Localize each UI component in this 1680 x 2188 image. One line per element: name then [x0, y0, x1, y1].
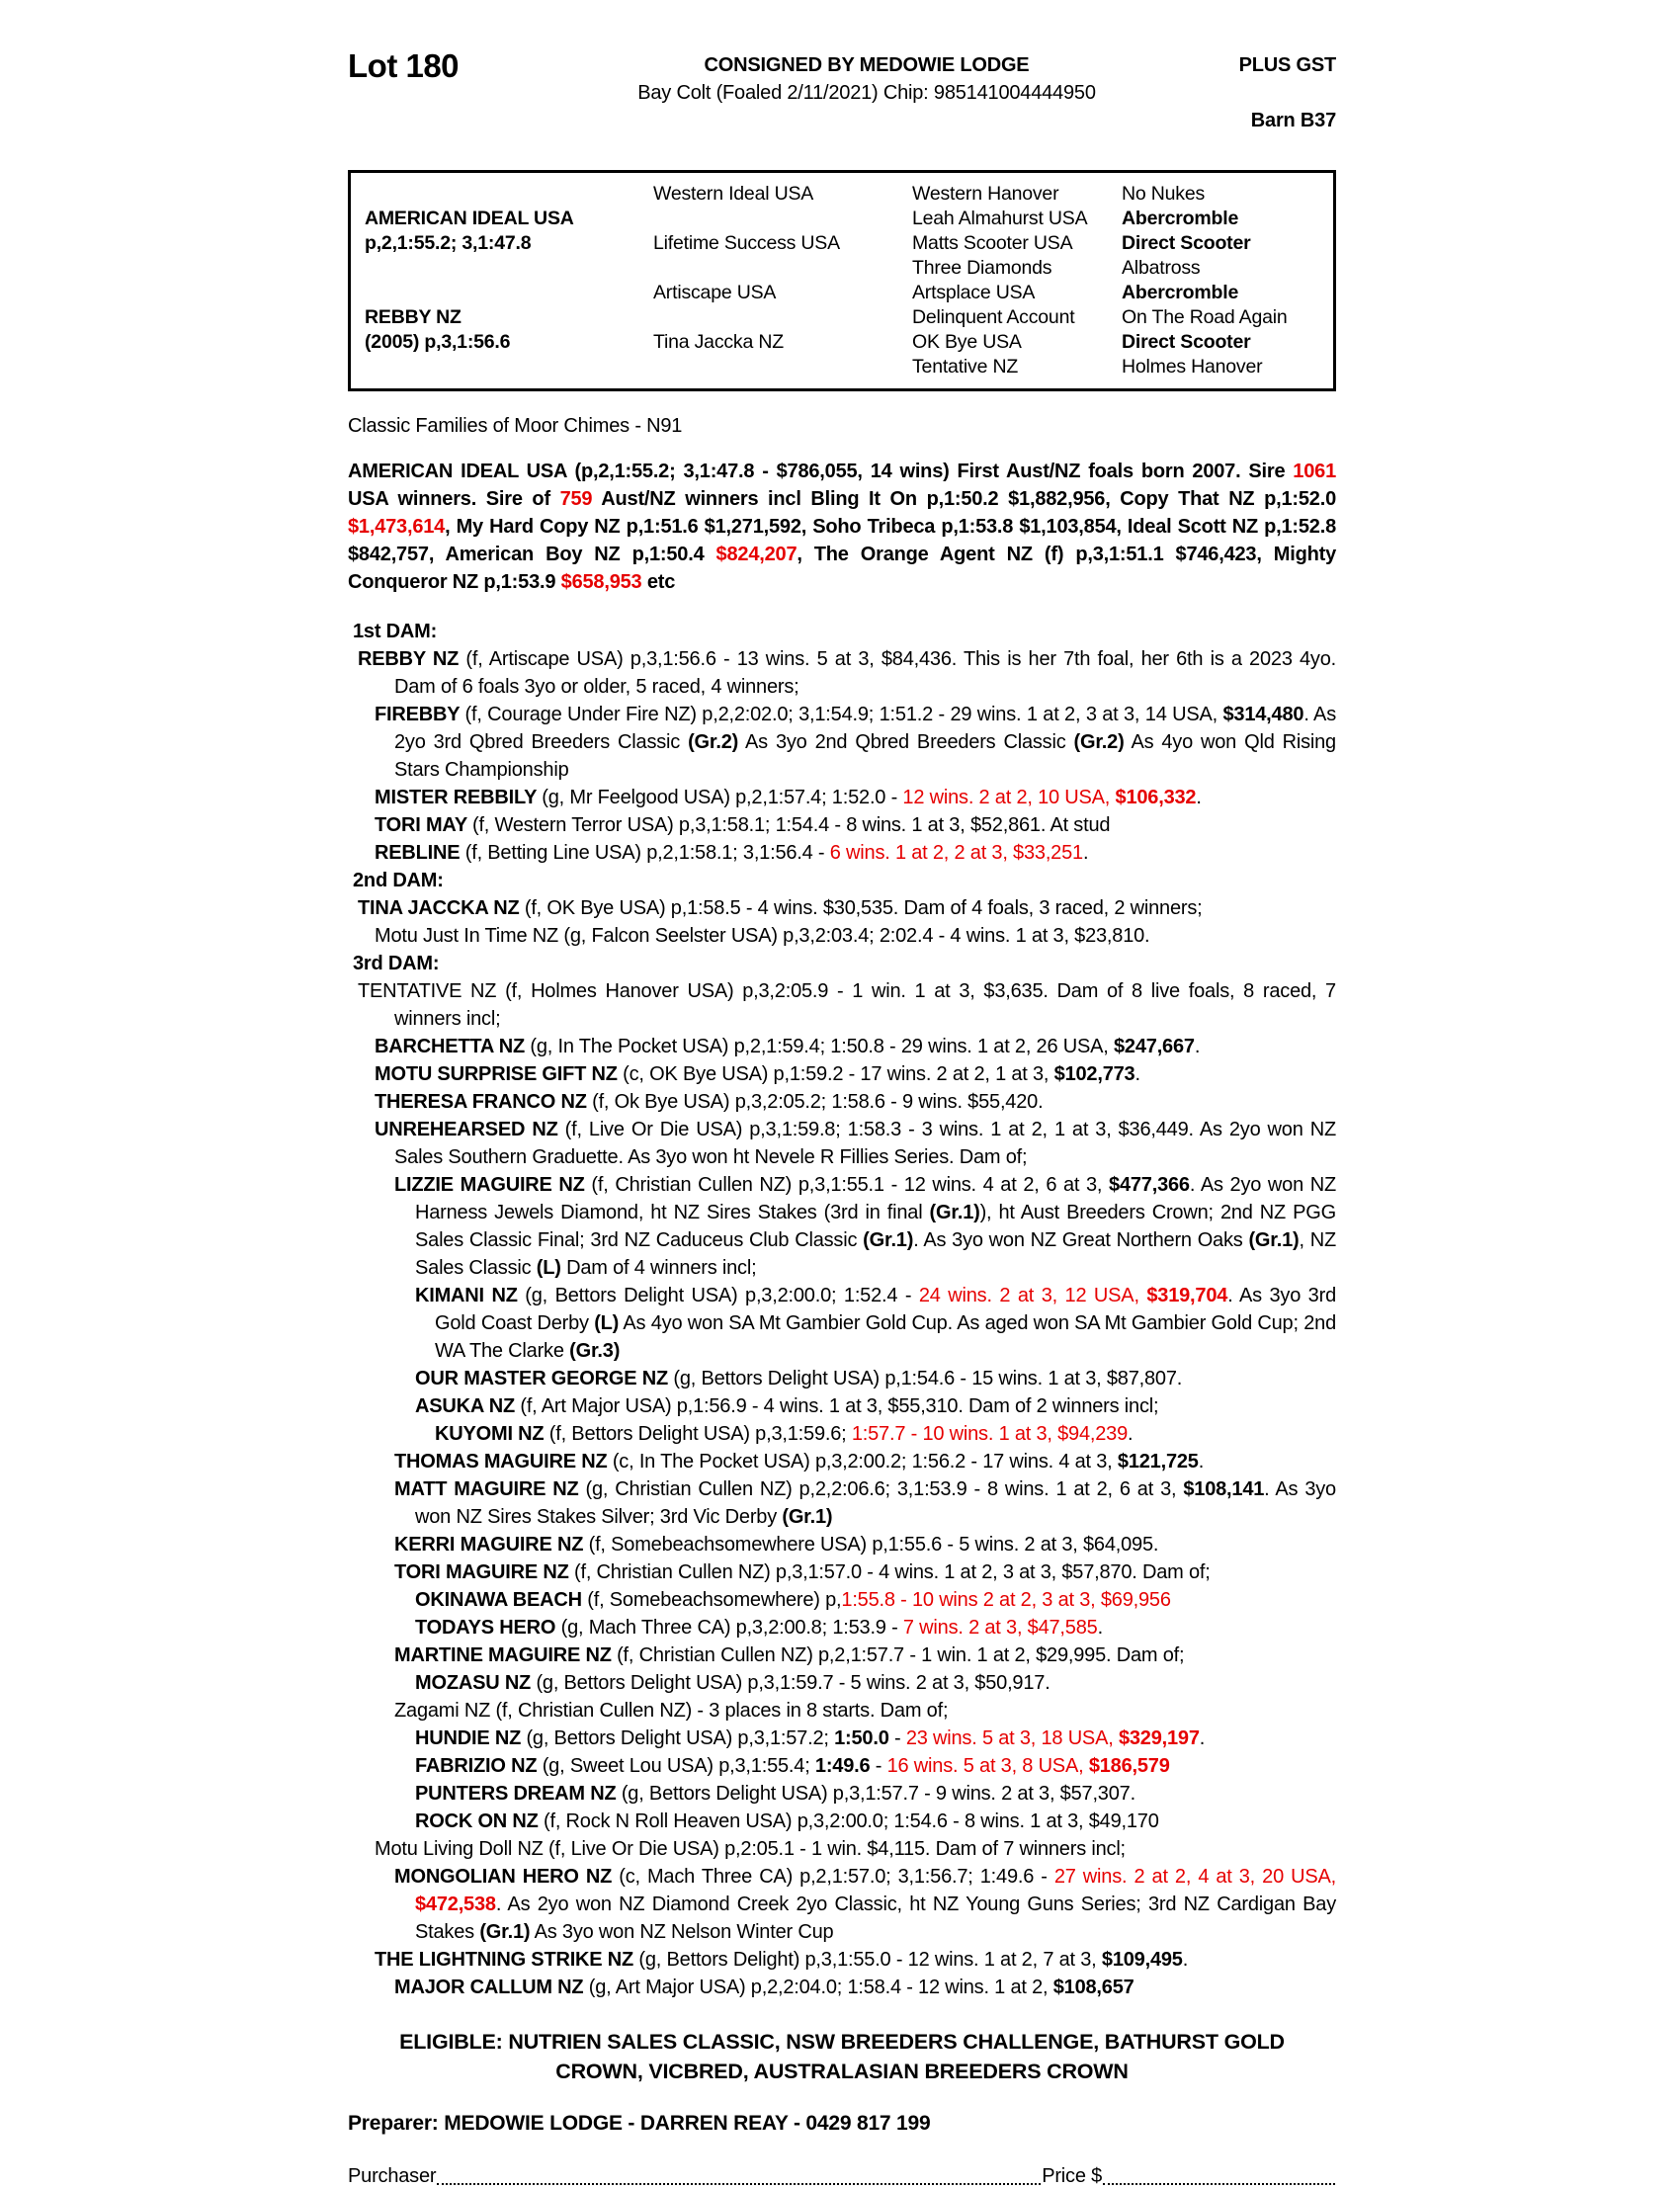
pedigree-cell: No Nukes: [1122, 183, 1206, 205]
entry-lizzie-maguire-nz: [348, 1171, 1336, 1282]
text-segment: (f, Somebeachsomewhere) p,: [587, 1589, 842, 1611]
entry-tentative-nz: [348, 977, 1336, 1033]
entry-martine-maguire-nz: [348, 1641, 1336, 1669]
text-segment: 2nd DAM:: [353, 870, 444, 891]
text-segment: (f, Christian Cullen NZ) p,2,1:57.7 - 1 win. 1 at 2, $29,995. Dam of;: [617, 1644, 1185, 1666]
text-segment: (g, Bettors Delight USA) p,3,2:00.0; 1:52.4 -: [525, 1285, 919, 1306]
text-segment: UNREHEARSED NZ: [375, 1119, 565, 1140]
header-right: [1153, 51, 1336, 134]
text-segment: .: [1196, 787, 1202, 808]
entry-mongolian-hero-nz: [348, 1863, 1336, 1946]
pedigree-row: [365, 305, 1329, 330]
entry-major-callum-nz: [348, 1974, 1336, 2001]
text-segment: 759: [559, 488, 593, 510]
entry-okinawa-beach: [348, 1586, 1336, 1614]
text-segment: MISTER REBBILY: [375, 787, 543, 808]
text-segment: TENTATIVE NZ (f, Holmes Hanover USA) p,3,2:05.9 - 1 win. 1 at 3, $3,635. Dam of 8 live foals, 8 raced, 7 winners incl;: [358, 980, 1336, 1030]
text-segment: ROCK ON NZ: [415, 1810, 545, 1832]
text-segment: As 3yo won NZ Nelson Winter Cup: [530, 1921, 834, 1943]
pedigree-cell: Tentative NZ: [912, 356, 1019, 378]
pedigree-cell: [365, 182, 653, 207]
text-segment: $109,495: [1101, 1949, 1183, 1971]
text-segment: .: [1097, 1617, 1103, 1639]
purchaser-fill-in-line: [437, 2167, 1041, 2185]
pedigree-cell: OK Bye USA: [912, 331, 1022, 353]
entry-unrehearsed-nz: [348, 1116, 1336, 1171]
pedigree-row: [365, 182, 1329, 207]
pedigree-cell: Holmes Hanover: [1122, 356, 1263, 378]
purchaser-label: Purchaser: [348, 2165, 437, 2187]
pedigree-cell: Delinquent Account: [912, 306, 1075, 328]
preparer-line: Preparer: MEDOWIE LODGE - DARREN REAY - 0429 817 199: [348, 2112, 931, 2135]
entry-kuyomi-nz: [348, 1420, 1336, 1448]
entry-hundie-nz: [348, 1725, 1336, 1752]
text-segment: (f, Betting Line USA) p,2,1:58.1; 3,1:56.4 -: [464, 842, 830, 864]
text-segment: 6 wins. 1 at 2, 2 at 3, $33,251: [829, 842, 1083, 864]
horse-description: Bay Colt (Foaled 2/11/2021) Chip: 985141004444950: [637, 82, 1096, 104]
text-segment: THERESA FRANCO NZ: [375, 1091, 593, 1113]
sire-summary-paragraph: [348, 458, 1336, 596]
text-segment: OKINAWA BEACH: [415, 1589, 588, 1611]
text-segment: (L): [536, 1257, 561, 1279]
text-segment: BARCHETTA NZ: [375, 1036, 531, 1057]
text-segment: $247,667: [1114, 1036, 1195, 1057]
entry-tori-may: [348, 811, 1336, 839]
text-segment: . As 3yo 3rd Gold Coast Derby: [435, 1285, 1336, 1334]
text-segment: ASUKA NZ: [415, 1395, 521, 1417]
entry-todays-hero: [348, 1614, 1336, 1641]
text-segment: .: [1134, 1063, 1140, 1085]
entry-asuka-nz: [348, 1392, 1336, 1420]
text-segment: (f, Rock N Roll Heaven USA) p,3,2:00.0; 1:54.6 - 8 wins. 1 at 3, $49,170: [544, 1810, 1159, 1832]
text-segment: (f, Christian Cullen NZ) p,3,1:55.1 - 12 wins. 4 at 2, 6 at 3,: [591, 1174, 1110, 1196]
text-segment: 23 wins. 5 at 3, 18 USA,: [905, 1727, 1119, 1749]
entry-kimani-nz: [348, 1282, 1336, 1365]
text-segment: (g, Mach Three CA) p,3,2:00.8; 1:53.9 -: [560, 1617, 903, 1639]
text-segment: (c, Mach Three CA) p,2,1:57.0; 3,1:56.7; 1:49.6 -: [619, 1866, 1054, 1888]
text-segment: (g, Bettors Delight USA) p,3,1:57.7 - 9 wins. 2 at 3, $57,307.: [621, 1783, 1135, 1805]
text-segment: $102,773: [1053, 1063, 1135, 1085]
text-segment: (g, Sweet Lou USA) p,3,1:55.4;: [542, 1755, 815, 1777]
text-segment: (Gr.1): [929, 1202, 980, 1223]
header-center: [580, 51, 1153, 107]
entry-mozasu-nz: [348, 1669, 1336, 1697]
text-segment: -: [870, 1755, 887, 1777]
text-segment: KUYOMI NZ: [435, 1423, 549, 1445]
entry-rock-on-nz: [348, 1808, 1336, 1835]
text-segment: $108,657: [1052, 1977, 1134, 1998]
text-segment: 1:55.8 - 10 wins 2 at 2, 3 at 3, $69,956: [841, 1589, 1171, 1611]
eligibility-statement: ELIGIBLE: NUTRIEN SALES CLASSIC, NSW BREEDERS CHALLENGE, BATHURST GOLD CROWN, VICBRED, AUSTRALASIAN BREEDERS CROWN: [399, 2030, 1285, 2083]
pedigree-cell: On The Road Again: [1122, 306, 1288, 328]
text-segment: MARTINE MAGUIRE NZ: [394, 1644, 618, 1666]
price-label: Price $: [1042, 2165, 1103, 2187]
text-segment: USA winners. Sire of: [348, 488, 560, 510]
pedigree-cell: [653, 305, 912, 330]
text-segment: (Gr.2): [1073, 731, 1125, 753]
pedigree-cell: Albatross: [1122, 257, 1201, 279]
pedigree-cell: Western Ideal USA: [653, 183, 814, 205]
text-segment: 1st DAM:: [353, 621, 438, 642]
entry-our-master-george-nz: [348, 1365, 1336, 1392]
text-segment: MOZASU NZ: [415, 1672, 537, 1694]
entry-mister-rebbily: [348, 784, 1336, 811]
text-segment: $824,207: [715, 544, 798, 565]
text-segment: $472,538: [415, 1893, 496, 1915]
text-segment: TORI MAGUIRE NZ: [394, 1561, 574, 1583]
text-segment: Motu Just In Time NZ (g, Falcon Seelster USA) p,3,2:03.4; 2:02.4 - 4 wins. 1 at 3, $23,810.: [375, 925, 1150, 947]
entry-fabrizio-nz: [348, 1752, 1336, 1780]
text-segment: $658,953: [560, 571, 642, 593]
text-segment: (g, Mr Feelgood USA) p,2,1:57.4; 1:52.0 -: [542, 787, 903, 808]
pedigree-cell: Abercromble: [1122, 208, 1239, 229]
pedigree-row: [365, 256, 1329, 281]
pedigree-cell: Abercromble: [1122, 282, 1239, 303]
text-segment: AMERICAN IDEAL USA (p,2,1:55.2; 3,1:47.8 - $786,055, 14 wins) First Aust/NZ foals born 2007. Sire: [348, 461, 1294, 482]
text-segment: 1:49.6: [814, 1755, 871, 1777]
text-segment: (f, Somebeachsomewhere USA) p,1:55.6 - 5 wins. 2 at 3, $64,095.: [588, 1534, 1159, 1556]
plus-gst-label: PLUS GST: [1238, 54, 1336, 76]
text-segment: . As 3yo won NZ Sires Stakes Silver; 3rd Vic Derby: [415, 1478, 1336, 1528]
text-segment: (f, OK Bye USA) p,1:58.5 - 4 wins. $30,535. Dam of 4 foals, 3 raced, 2 winners;: [524, 897, 1203, 919]
text-segment: TINA JACCKA NZ: [358, 897, 525, 919]
pedigree-cell: p,2,1:55.2; 3,1:47.8: [365, 232, 532, 254]
text-segment: ), ht Aust Breeders Crown; 2nd NZ PGG Sales Classic Final; 3rd NZ Caduceus Club Classic: [415, 1202, 1336, 1251]
text-segment: (f, Christian Cullen NZ) p,3,1:57.0 - 4 wins. 1 at 2, 3 at 3, $57,870. Dam of;: [574, 1561, 1211, 1583]
text-segment: . As 2yo 3rd Qbred Breeders Classic: [394, 704, 1336, 753]
text-segment: (f, Courage Under Fire NZ) p,2,2:02.0; 3,1:54.9; 1:51.2 - 29 wins. 1 at 2, 3 at 3, 14 USA,: [464, 704, 1223, 725]
text-segment: Motu Living Doll NZ (f, Live Or Die USA) p,2:05.1 - 1 win. $4,115. Dam of 7 winners incl;: [375, 1838, 1126, 1860]
pedigree-cell: Direct Scooter: [1122, 331, 1251, 353]
text-segment: (f, Live Or Die USA) p,3,1:59.8; 1:58.3 - 3 wins. 1 at 2, 1 at 3, $36,449. As 2yo won NZ Sales Southern Graduette. As 3yo won ht Nevele R Fillies Series. Dam of;: [394, 1119, 1336, 1168]
text-segment: FIREBBY: [375, 704, 465, 725]
text-segment: (c, OK Bye USA) p,1:59.2 - 17 wins. 2 at 2, 1 at 3,: [623, 1063, 1054, 1085]
text-segment: .: [1194, 1036, 1201, 1057]
text-segment: $1,473,614: [348, 516, 446, 538]
text-segment: REBBY NZ: [358, 648, 466, 670]
text-segment: Dam of 4 winners incl;: [560, 1257, 757, 1279]
pedigree-cell: Tina Jaccka NZ: [653, 331, 784, 353]
text-segment: As 3yo 2nd Qbred Breeders Classic: [738, 731, 1074, 753]
pedigree-cell: Matts Scooter USA: [912, 232, 1073, 254]
text-segment: As 4yo won Qld Rising Stars Championship: [394, 731, 1336, 781]
text-segment: $106,332: [1115, 787, 1197, 808]
text-segment: MAJOR CALLUM NZ: [394, 1977, 589, 1998]
pedigree-cell: [365, 281, 653, 305]
pedigree-cell: AMERICAN IDEAL USA: [365, 208, 574, 229]
entry-tina-jaccka-nz: [348, 894, 1336, 922]
text-segment: .: [1198, 1451, 1205, 1473]
text-segment: LIZZIE MAGUIRE NZ: [394, 1174, 592, 1196]
pedigree-cell: (2005) p,3,1:56.6: [365, 331, 511, 353]
text-segment: HUNDIE NZ: [415, 1727, 527, 1749]
entry-theresa-franco-nz: [348, 1088, 1336, 1116]
text-segment: Zagami NZ (f, Christian Cullen NZ) - 3 places in 8 starts. Dam of;: [394, 1700, 949, 1722]
text-segment: .: [1082, 842, 1089, 864]
text-segment: (Gr.1): [479, 1921, 531, 1943]
text-segment: 27 wins. 2 at 2, 4 at 3, 20 USA,: [1053, 1866, 1336, 1888]
pedigree-cell: [365, 355, 653, 379]
text-segment: (f, Ok Bye USA) p,3,2:05.2; 1:58.6 - 9 wins. $55,420.: [592, 1091, 1044, 1113]
text-segment: (c, In The Pocket USA) p,3,2:00.2; 1:56.2 - 17 wins. 4 at 3,: [612, 1451, 1118, 1473]
text-segment: 7 wins. 2 at 3, $47,585: [902, 1617, 1098, 1639]
entry-thomas-maguire-nz: [348, 1448, 1336, 1475]
entry-motu-just-in-time: [348, 922, 1336, 950]
text-segment: 1:57.7 - 10 wins. 1 at 3, $94,239: [851, 1423, 1129, 1445]
text-segment: Aust/NZ winners incl Bling It On p,1:50.2 $1,882,956, Copy That NZ p,1:52.0: [592, 488, 1337, 510]
text-segment: .: [1128, 1423, 1134, 1445]
text-segment: KIMANI NZ: [415, 1285, 526, 1306]
text-segment: THOMAS MAGUIRE NZ: [394, 1451, 613, 1473]
text-segment: -: [888, 1727, 906, 1749]
entry-the-lightning-strike-nz: [348, 1946, 1336, 1974]
text-segment: . As 2yo won NZ Diamond Creek 2yo Classic, ht NZ Young Guns Series; 3rd NZ Cardigan Bay Stakes: [415, 1893, 1336, 1943]
pedigree-table: [348, 170, 1336, 391]
entry-matt-maguire-nz: [348, 1475, 1336, 1531]
heading-1st-dam: [348, 618, 1336, 645]
text-segment: PUNTERS DREAM NZ: [415, 1783, 622, 1805]
text-segment: (Gr.3): [569, 1340, 621, 1362]
entry-tori-maguire-nz: [348, 1558, 1336, 1586]
pedigree-cell: Direct Scooter: [1122, 232, 1251, 254]
entry-motu-surprise-gift-nz: [348, 1060, 1336, 1088]
text-segment: .: [1199, 1727, 1206, 1749]
text-segment: (f, Art Major USA) p,1:56.9 - 4 wins. 1 at 3, $55,310. Dam of 2 winners incl;: [520, 1395, 1159, 1417]
page-header: [348, 47, 1336, 134]
text-segment: (g, Christian Cullen NZ) p,2,2:06.6; 3,1:53.9 - 8 wins. 1 at 2, 6 at 3,: [585, 1478, 1184, 1500]
pedigree-cell: Three Diamonds: [912, 257, 1052, 279]
text-segment: 3rd DAM:: [353, 953, 440, 974]
text-segment: , My Hard Copy NZ p,1:51.6 $1,271,592, Soho Tribeca p,1:53.8 $1,103,854, Ideal Scott NZ p,1:52.8 $842,757, American Boy NZ p,1:50.4: [348, 516, 1336, 565]
entry-rebline: [348, 839, 1336, 867]
entry-rebby-nz: [348, 645, 1336, 701]
pedigree-row: [365, 281, 1329, 305]
text-segment: . As 3yo won NZ Great Northern Oaks: [913, 1229, 1249, 1251]
text-segment: (g, Bettors Delight USA) p,1:54.6 - 15 wins. 1 at 3, $87,807.: [673, 1368, 1183, 1389]
entry-barchetta-nz: [348, 1033, 1336, 1060]
heading-2nd-dam: [348, 867, 1336, 894]
text-segment: (Gr.1): [863, 1229, 914, 1251]
pedigree-cell: [653, 256, 912, 281]
text-segment: (Gr.2): [688, 731, 739, 753]
text-segment: TODAYS HERO: [415, 1617, 561, 1639]
text-segment: 24 wins. 2 at 3, 12 USA,: [918, 1285, 1147, 1306]
entry-firebby: [348, 701, 1336, 784]
pedigree-row: [365, 231, 1329, 256]
pedigree-row: [365, 355, 1329, 379]
pedigree-row: [365, 207, 1329, 231]
pedigree-cell: Lifetime Success USA: [653, 232, 840, 254]
entry-motu-living-doll-nz: [348, 1835, 1336, 1863]
text-segment: MONGOLIAN HERO NZ: [394, 1866, 620, 1888]
entry-kerri-maguire-nz: [348, 1531, 1336, 1558]
text-segment: (f, Artiscape USA) p,3,1:56.6 - 13 wins. 5 at 3, $84,436. This is her 7th foal, her 6th is a 2023 4yo. Dam of 6 foals 3yo or older, 5 raced, 4 winners;: [394, 648, 1336, 698]
entry-zagami-nz: [348, 1697, 1336, 1725]
text-segment: (g, Bettors Delight USA) p,3,1:59.7 - 5 wins. 2 at 3, $50,917.: [536, 1672, 1050, 1694]
pedigree-cell: REBBY NZ: [365, 306, 462, 328]
text-segment: 1061: [1293, 461, 1336, 482]
text-segment: (Gr.1): [782, 1506, 833, 1528]
text-segment: MOTU SURPRISE GIFT NZ: [375, 1063, 624, 1085]
pedigree-cell: Western Hanover: [912, 183, 1059, 205]
text-segment: , The Orange Agent NZ (f) p,3,1:51.1 $746,423, Mighty Conqueror NZ p,1:53.9: [348, 544, 1336, 593]
text-segment: . As 2yo won NZ Harness Jewels Diamond, ht NZ Sires Stakes (3rd in final: [415, 1174, 1336, 1223]
text-segment: $121,725: [1117, 1451, 1199, 1473]
price-fill-in-line: [1103, 2167, 1335, 2185]
text-segment: REBLINE: [375, 842, 465, 864]
text-segment: etc: [641, 571, 676, 593]
pedigree-cell: Artsplace USA: [912, 282, 1036, 303]
text-segment: KERRI MAGUIRE NZ: [394, 1534, 589, 1556]
text-segment: 12 wins. 2 at 2, 10 USA,: [902, 787, 1116, 808]
text-segment: (g, In The Pocket USA) p,2,1:59.4; 1:50.8 - 29 wins. 1 at 2, 26 USA,: [530, 1036, 1114, 1057]
text-segment: 16 wins. 5 at 3, 8 USA,: [886, 1755, 1089, 1777]
text-segment: (g, Bettors Delight USA) p,3,1:57.2;: [526, 1727, 835, 1749]
dam-pedigree-entries: [348, 618, 1336, 2001]
text-segment: (f, Western Terror USA) p,3,1:58.1; 1:54.4 - 8 wins. 1 at 3, $52,861. At stud: [471, 814, 1111, 836]
text-segment: (Gr.1): [1248, 1229, 1300, 1251]
text-segment: (g, Bettors Delight) p,3,1:55.0 - 12 wins. 1 at 2, 7 at 3,: [638, 1949, 1102, 1971]
text-segment: , NZ Sales Classic: [415, 1229, 1336, 1279]
heading-3rd-dam: [348, 950, 1336, 977]
text-segment: $477,366: [1109, 1174, 1190, 1196]
text-segment: (g, Art Major USA) p,2,2:04.0; 1:58.4 - 12 wins. 1 at 2,: [588, 1977, 1053, 1998]
text-segment: (f, Bettors Delight USA) p,3,1:59.6;: [548, 1423, 852, 1445]
pedigree-cell: [365, 256, 653, 281]
lot-number: Lot 180: [348, 47, 460, 84]
text-segment: $329,197: [1118, 1727, 1200, 1749]
pedigree-cell: [653, 355, 912, 379]
pedigree-cell: [653, 207, 912, 231]
text-segment: MATT MAGUIRE NZ: [394, 1478, 586, 1500]
text-segment: $319,704: [1146, 1285, 1228, 1306]
text-segment: As 4yo won SA Mt Gambier Gold Cup. As aged won SA Mt Gambier Gold Cup; 2nd WA The Clarke: [435, 1312, 1336, 1362]
text-segment: $186,579: [1088, 1755, 1170, 1777]
consignor-line: CONSIGNED BY MEDOWIE LODGE: [704, 54, 1030, 76]
text-segment: $108,141: [1183, 1478, 1265, 1500]
text-segment: OUR MASTER GEORGE NZ: [415, 1368, 674, 1389]
text-segment: $314,480: [1222, 704, 1304, 725]
text-segment: FABRIZIO NZ: [415, 1755, 543, 1777]
text-segment: TORI MAY: [375, 814, 472, 836]
pedigree-row: [365, 330, 1329, 355]
pedigree-cell: Leah Almahurst USA: [912, 208, 1088, 229]
purchaser-price-line: [348, 2165, 1336, 2188]
text-segment: (L): [594, 1312, 620, 1334]
classic-families-line: Classic Families of Moor Chimes - N91: [348, 415, 683, 437]
entry-punters-dream-nz: [348, 1780, 1336, 1808]
text-segment: THE LIGHTNING STRIKE NZ: [375, 1949, 639, 1971]
text-segment: 1:50.0: [834, 1727, 889, 1749]
pedigree-cell: Artiscape USA: [653, 282, 777, 303]
barn-number: Barn B37: [1250, 110, 1336, 131]
text-segment: .: [1182, 1949, 1189, 1971]
